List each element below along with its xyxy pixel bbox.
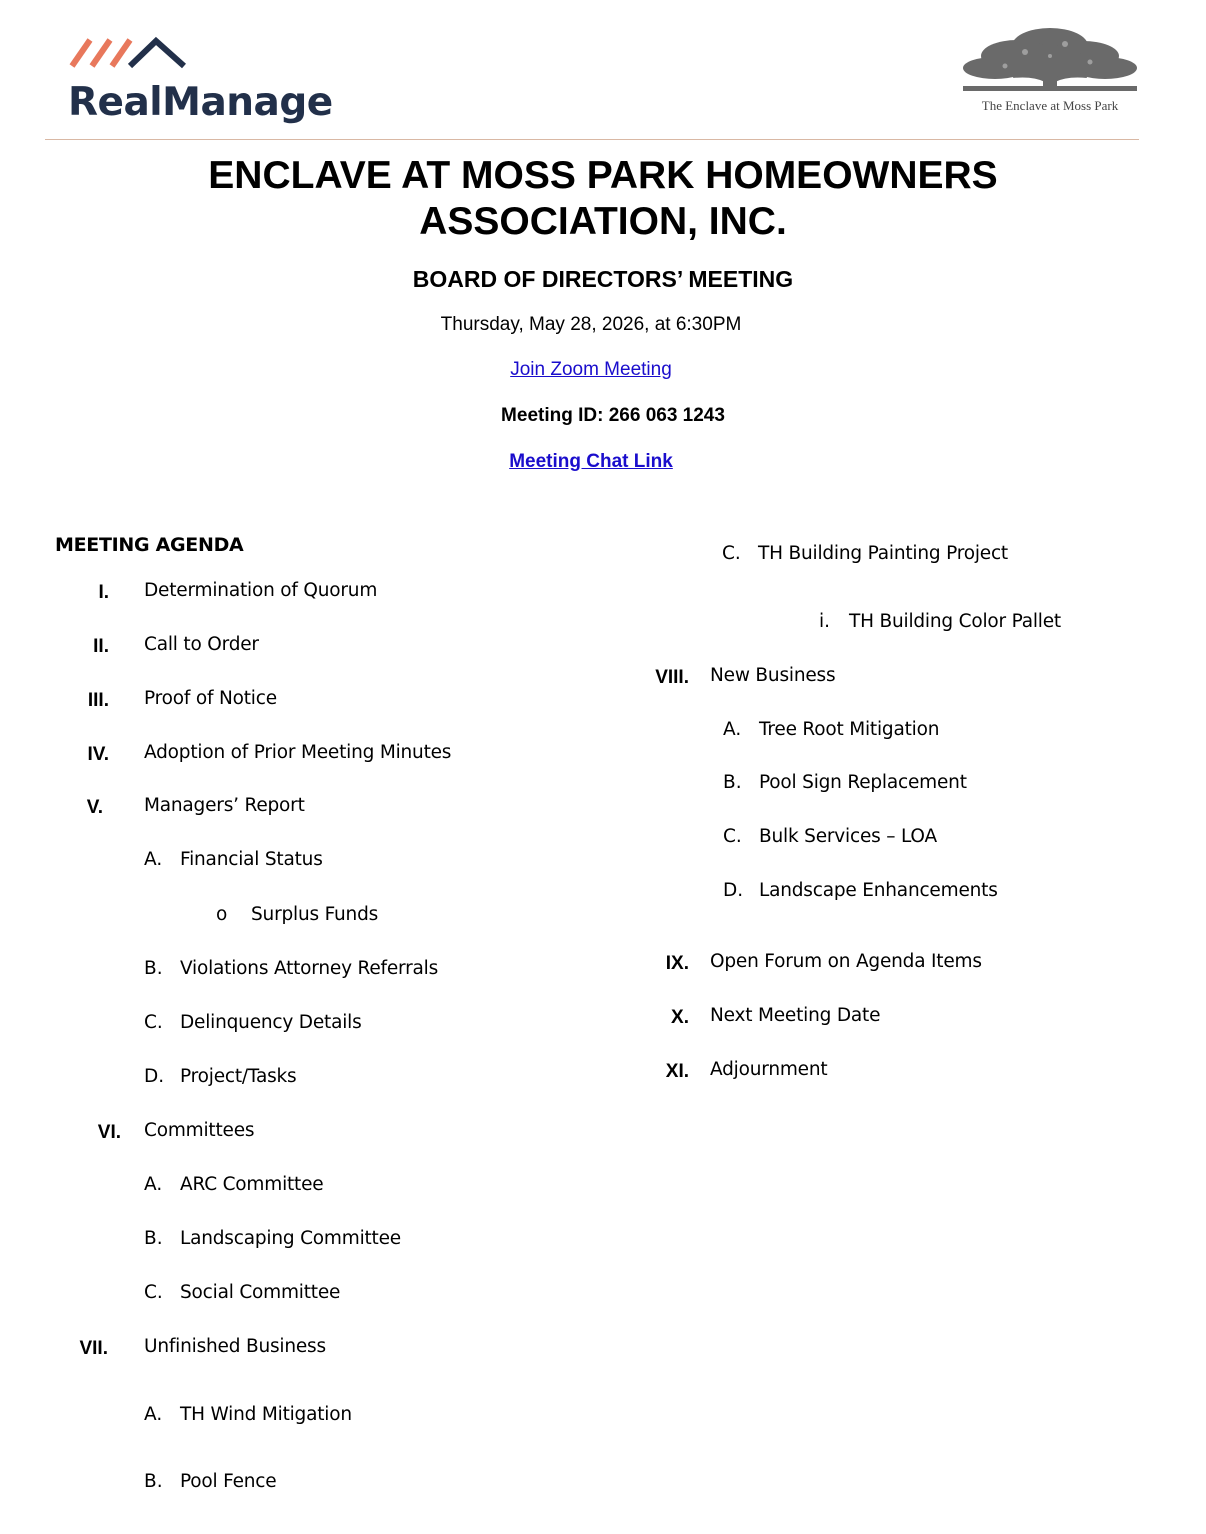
page-title-line-1: ENCLAVE AT MOSS PARK HOMEOWNERS [208,154,998,197]
sub-letter: A. [144,1174,163,1195]
agenda-number: III. [87,690,109,711]
meeting-id: Meeting ID: 266 063 1243 [501,405,725,426]
realmanage-mark-icon [68,34,198,74]
agenda-item-committees: Committees [144,1120,255,1141]
zoom-link-row [0,359,1194,381]
sub-letter: D. [144,1066,165,1087]
agenda-item-open-forum: Open Forum on Agenda Items [710,951,982,972]
bullet-marker: o [216,904,228,925]
sub-letter: C. [144,1012,163,1033]
oak-tree-icon [955,22,1145,98]
sub-letter: B. [144,1228,163,1249]
enclave-logo [955,22,1145,122]
sub-item-bulk-services: Bulk Services – LOA [759,826,937,847]
agenda-number: VII. [79,1338,108,1359]
meeting-date: Thursday, May 28, 2026, at 6:30PM [440,314,742,335]
roman-marker: i. [819,611,831,632]
header-divider [45,139,1139,140]
agenda-item-call-to-order: Call to Order [144,634,259,655]
agenda-number: V. [86,797,103,818]
agenda-number: IV. [87,744,109,765]
sub-item-pool-sign: Pool Sign Replacement [759,772,967,793]
agenda-number: X. [671,1007,689,1028]
sub-item-pool-fence: Pool Fence [180,1471,277,1492]
agenda-item-managers-report: Managers’ Report [144,795,305,816]
sub-item-arc-committee: ARC Committee [180,1174,324,1195]
agenda-item-next-meeting: Next Meeting Date [710,1005,881,1026]
meeting-subtitle: BOARD OF DIRECTORS’ MEETING [412,266,794,292]
agenda-item-proof-of-notice: Proof of Notice [144,688,277,709]
agenda-number: IX. [665,953,689,974]
sub-letter: B. [144,958,163,979]
sub-letter: C. [722,543,741,564]
sub-letter: A. [144,849,163,870]
sub-item-surplus-funds: Surplus Funds [251,904,379,925]
sub-item-social-committee: Social Committee [180,1282,341,1303]
sub-item-painting-project: TH Building Painting Project [758,543,1008,564]
agenda-item-unfinished-business: Unfinished Business [144,1336,326,1357]
agenda-number: XI. [665,1061,689,1082]
agenda-item-new-business: New Business [710,665,836,686]
enclave-caption: The Enclave at Moss Park [981,98,1119,113]
agenda-heading: MEETING AGENDA [55,534,244,556]
realmanage-wordmark: RealManage [68,80,333,125]
sub-letter: C. [723,826,742,847]
sub-letter: A. [723,719,742,740]
sub-letter: D. [723,880,744,901]
sub-item-landscaping-committee: Landscaping Committee [180,1228,401,1249]
join-zoom-link[interactable]: Join Zoom Meeting [510,359,672,380]
agenda-item-prior-minutes: Adoption of Prior Meeting Minutes [144,742,452,763]
agenda-item-quorum: Determination of Quorum [144,580,378,601]
chat-link-row [0,451,1194,473]
sub-item-financial-status: Financial Status [180,849,323,870]
agenda-item-adjournment: Adjournment [710,1059,828,1080]
sub-letter: A. [144,1404,163,1425]
agenda-number: II. [93,636,109,657]
sub-item-project-tasks: Project/Tasks [180,1066,297,1087]
meeting-chat-link[interactable]: Meeting Chat Link [509,451,673,472]
realmanage-logo [68,34,358,134]
sub-item-violations: Violations Attorney Referrals [180,958,439,979]
sub-item-color-pallet: TH Building Color Pallet [849,611,1061,632]
agenda-number: I. [98,582,109,603]
sub-letter: B. [723,772,742,793]
sub-letter: B. [144,1471,163,1492]
page-title-line-2: ASSOCIATION, INC. [419,200,787,243]
agenda-number: VIII. [655,667,689,688]
sub-item-landscape-enhancements: Landscape Enhancements [759,880,998,901]
sub-item-tree-root: Tree Root Mitigation [759,719,940,740]
sub-item-wind-mitigation: TH Wind Mitigation [180,1404,352,1425]
agenda-number: VI. [97,1122,121,1143]
sub-letter: C. [144,1282,163,1303]
sub-item-delinquency: Delinquency Details [180,1012,362,1033]
